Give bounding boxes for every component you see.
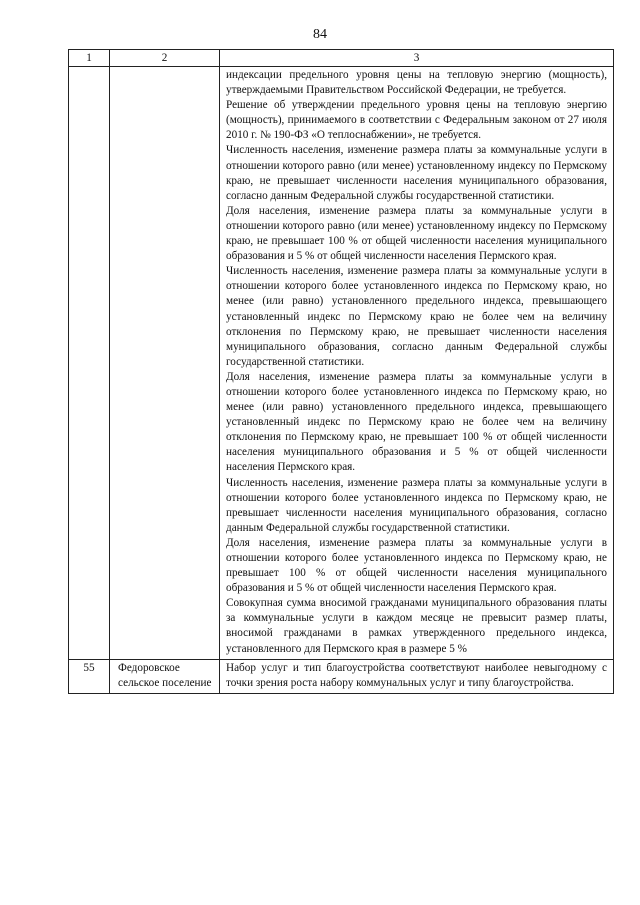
row-number-cell: 55 (69, 659, 110, 693)
paragraph: Решение об утверждении предельного уровня цены на тепловую энергию (мощность), принимаемого в соответствии с Федеральным законом от 27 июля 2010 г. № 190-ФЗ «О теплоснабжении», не требуется. (226, 99, 607, 142)
municipality-cell: Федоровское сельское поселение (110, 659, 220, 693)
document-table (68, 49, 614, 694)
paragraph: Доля населения, изменение размера платы за коммунальные услуги в отношении которого равно (или менее) установленному индексу по Пермскому краю, не превышает 100 % от общей численности населения муниципального образования и 5 % от общей численности населения Пермского края. (226, 204, 607, 263)
table-row (69, 659, 614, 693)
column-header-1: 1 (69, 50, 110, 67)
column-header-3: 3 (220, 50, 614, 67)
paragraph: Численность населения, изменение размера платы за коммунальные услуги в отношении которого более установленного индекса по Пермскому краю, но менее (или равно) установленного предельного индекса, превышающего установленный индекс по Пермскому краю не более чем на величину отклонения по Пермскому краю, не превышает численности населения муниципального образования, согласно данным Федеральной службы государственной статистики. (226, 265, 607, 368)
paragraph: Совокупная сумма вносимой гражданами муниципального образования платы за коммунальные услуги в каждом месяце не превысит размер платы, вносимой гражданами в рамках утвержденного предельного индекса, установленного для Пермского края в размере 5 % (226, 597, 607, 655)
description-cell (220, 659, 614, 693)
column-header-2: 2 (110, 50, 220, 67)
table-header-row (69, 50, 614, 67)
page-number: 84 (313, 27, 327, 42)
table-row-continuation (69, 67, 614, 660)
paragraph: Численность населения, изменение размера платы за коммунальные услуги в отношении которого равно (или менее) установленному индексу по Пермскому краю, не превышает численности населения муниципального образования, согласно данным Федеральной службы государственной статистики. (226, 144, 607, 202)
paragraph: Доля населения, изменение размера платы за коммунальные услуги в отношении которого более установленного индекса по Пермскому краю, но менее (или равно) установленного предельного индекса, превышающего установленный индекс по Пермскому краю не более чем на величину отклонения по Пермскому краю, не превышает 100 % от общей численности населения муниципального образования и 5 % от общей численности населения Пермского края. (226, 370, 607, 474)
description-cell (220, 67, 614, 660)
paragraph: индексации предельного уровня цены на тепловую энергию (мощность), утверждаемыми Правительством Российской Федерации, не требуется. (226, 69, 607, 97)
municipality-cell (110, 67, 220, 660)
paragraph: Набор услуг и тип благоустройства соответствуют наиболее невыгодному с точки зрения роста набору коммунальных услуг и типу благоустройства. (226, 661, 607, 689)
paragraph: Доля населения, изменение размера платы за коммунальные услуги в отношении которого более установленного индекса по Пермскому краю, не превышает 100 % от общей численности населения муниципального образования и 5 % от общей численности населения Пермского края. (226, 536, 607, 595)
row-number-cell (69, 67, 110, 660)
paragraph: Численность населения, изменение размера платы за коммунальные услуги в отношении которого более установленного индекса по Пермскому краю, не превышает численности населения муниципального образования, согласно данным Федеральной службы государственной статистики. (226, 476, 607, 534)
